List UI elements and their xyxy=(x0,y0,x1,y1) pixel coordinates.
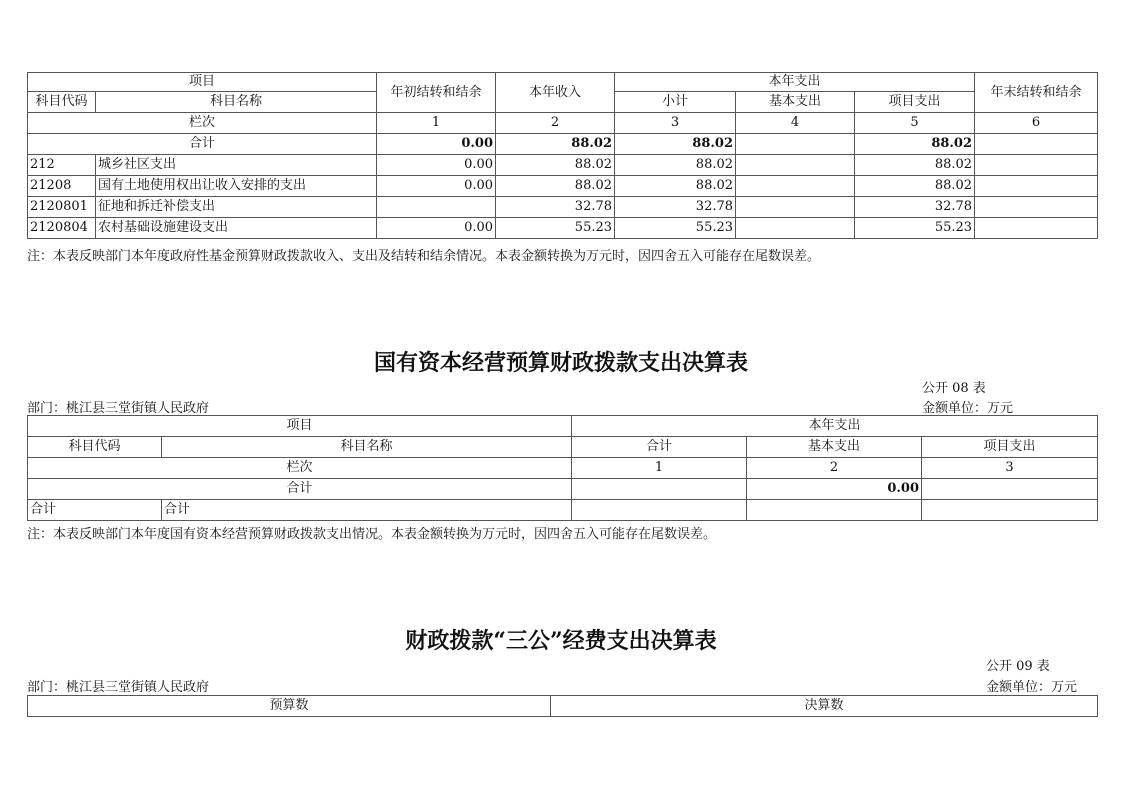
table3-unit: 金额单位：万元 xyxy=(986,680,1078,695)
cell-value: 88.02 xyxy=(496,155,615,176)
table2-unit: 金额单位：万元 xyxy=(922,401,1014,416)
header-heji: 合计 xyxy=(572,437,747,458)
header-xiangmu-zhichu: 项目支出 xyxy=(855,92,975,113)
table-row xyxy=(28,155,1098,176)
total-value xyxy=(572,479,747,500)
lanci-label: 栏次 xyxy=(28,458,572,479)
three-public-expenses-table xyxy=(27,695,1098,717)
cell-value: 88.02 xyxy=(615,176,736,197)
total-label: 合计 xyxy=(28,134,377,155)
state-capital-table xyxy=(27,415,1098,521)
kemu-name: 合计 xyxy=(162,500,572,521)
cell-value: 88.02 xyxy=(855,155,975,176)
table2-dept: 部门：桃江县三堂街镇人民政府 xyxy=(27,401,210,416)
cell-value xyxy=(975,218,1098,239)
header-jiben: 基本支出 xyxy=(747,437,922,458)
cell-value: 0.00 xyxy=(377,155,496,176)
kemu-code: 21208 xyxy=(28,176,96,197)
total-value: 88.02 xyxy=(615,134,736,155)
cell-value: 32.78 xyxy=(615,197,736,218)
cell-value xyxy=(736,176,855,197)
cell-value: 32.78 xyxy=(496,197,615,218)
header-xiangmu-zhichu: 项目支出 xyxy=(922,437,1098,458)
col-num: 1 xyxy=(572,458,747,479)
col-num: 3 xyxy=(615,113,736,134)
kemu-code: 2120804 xyxy=(28,218,96,239)
cell-value xyxy=(975,155,1098,176)
cell-value xyxy=(922,500,1098,521)
header-juesuan: 决算数 xyxy=(551,696,1098,717)
total-row xyxy=(28,134,1098,155)
total-value xyxy=(922,479,1098,500)
header-xiangmu: 项目 xyxy=(28,416,572,437)
lanci-label: 栏次 xyxy=(28,113,377,134)
cell-value xyxy=(377,197,496,218)
gov-fund-table xyxy=(27,72,1098,239)
kemu-name: 农村基础设施建设支出 xyxy=(96,218,377,239)
cell-value: 32.78 xyxy=(855,197,975,218)
table2-note: 注：本表反映部门本年度国有资本经营预算财政拨款支出情况。本表金额转换为万元时，因四舍五入可能存在尾数误差。 xyxy=(27,527,717,542)
col-num: 5 xyxy=(855,113,975,134)
header-kemu-name: 科目名称 xyxy=(162,437,572,458)
header-bennian-zhichu: 本年支出 xyxy=(615,73,975,92)
kemu-code: 212 xyxy=(28,155,96,176)
header-nianmo: 年末结转和结余 xyxy=(975,73,1098,113)
cell-value: 0.00 xyxy=(377,218,496,239)
cell-value xyxy=(572,500,747,521)
cell-value xyxy=(975,176,1098,197)
total-value xyxy=(736,134,855,155)
table2-title: 国有资本经营预算财政拨款支出决算表 xyxy=(373,350,748,376)
cell-value xyxy=(747,500,922,521)
cell-value xyxy=(736,197,855,218)
table2-form-no: 公开 08 表 xyxy=(922,381,986,396)
table1-note: 注：本表反映部门本年度政府性基金预算财政拨款收入、支出及结转和结余情况。本表金额转换为万元时，因四舍五入可能存在尾数误差。 xyxy=(27,249,821,264)
header-xiangmu: 项目 xyxy=(28,73,377,92)
table-row xyxy=(28,218,1098,239)
total-value: 88.02 xyxy=(496,134,615,155)
total-row xyxy=(28,479,1098,500)
table3-title: 财政拨款“三公”经费支出决算表 xyxy=(405,628,717,654)
header-yusuan: 预算数 xyxy=(28,696,551,717)
cell-value xyxy=(736,155,855,176)
cell-value xyxy=(975,197,1098,218)
cell-value: 55.23 xyxy=(496,218,615,239)
col-num: 1 xyxy=(377,113,496,134)
header-xiaoji: 小计 xyxy=(615,92,736,113)
header-nianchu: 年初结转和结余 xyxy=(377,73,496,113)
total-label: 合计 xyxy=(28,479,572,500)
col-num: 6 xyxy=(975,113,1098,134)
table3-dept: 部门：桃江县三堂街镇人民政府 xyxy=(27,680,210,695)
cell-value: 55.23 xyxy=(855,218,975,239)
cell-value: 88.02 xyxy=(615,155,736,176)
kemu-name: 城乡社区支出 xyxy=(96,155,377,176)
total-value xyxy=(975,134,1098,155)
table-row xyxy=(28,176,1098,197)
kemu-name: 征地和拆迁补偿支出 xyxy=(96,197,377,218)
cell-value: 88.02 xyxy=(496,176,615,197)
header-jiben: 基本支出 xyxy=(736,92,855,113)
total-value: 0.00 xyxy=(747,479,922,500)
header-kemu-code: 科目代码 xyxy=(28,92,96,113)
total-value: 0.00 xyxy=(377,134,496,155)
col-num: 3 xyxy=(922,458,1098,479)
table3-form-no: 公开 09 表 xyxy=(986,659,1050,674)
header-bennian-zhichu: 本年支出 xyxy=(572,416,1098,437)
cell-value: 88.02 xyxy=(855,176,975,197)
header-kemu-name: 科目名称 xyxy=(96,92,377,113)
col-num: 2 xyxy=(496,113,615,134)
kemu-code: 合计 xyxy=(28,500,162,521)
kemu-code: 2120801 xyxy=(28,197,96,218)
cell-value: 55.23 xyxy=(615,218,736,239)
header-kemu-code: 科目代码 xyxy=(28,437,162,458)
table-row xyxy=(28,500,1098,521)
cell-value xyxy=(736,218,855,239)
header-bennian-shouru: 本年收入 xyxy=(496,73,615,113)
cell-value: 0.00 xyxy=(377,176,496,197)
total-value: 88.02 xyxy=(855,134,975,155)
kemu-name: 国有土地使用权出让收入安排的支出 xyxy=(96,176,377,197)
col-num: 2 xyxy=(747,458,922,479)
col-num: 4 xyxy=(736,113,855,134)
table-row xyxy=(28,197,1098,218)
